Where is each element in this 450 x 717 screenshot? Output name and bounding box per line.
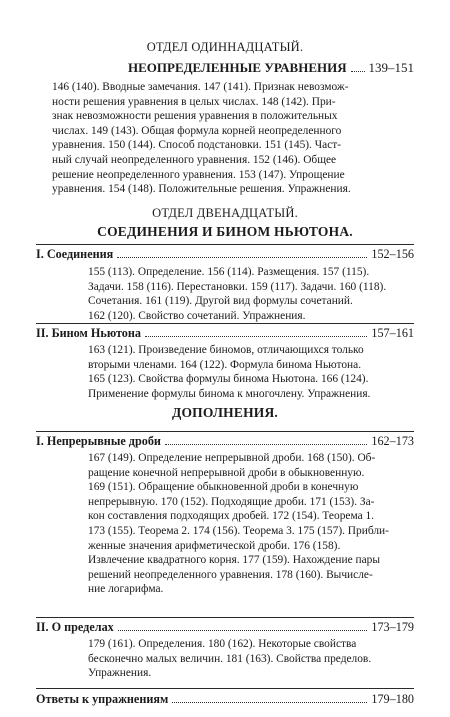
part11-pages: 139–151 <box>368 60 414 75</box>
section-title: I. Непрерывные дроби <box>36 434 161 448</box>
section-title: Ответы к упражнениям <box>36 692 169 706</box>
desc-line: 179 (161). Определения. 180 (162). Некоторые свойства <box>88 638 357 650</box>
leader-dots <box>145 336 367 337</box>
desc-line: Упражнения. <box>88 667 152 680</box>
part12-label: ОТДЕЛ ДВЕНАДЦАТЫЙ. <box>152 206 298 220</box>
desc-line: бесконечно малых величин. 181 (163). Свойства пределов. <box>88 652 372 665</box>
desc-line: 162 (120). Свойство сочетаний. Упражнения. <box>88 309 306 322</box>
section-pages: 152–156 <box>371 247 414 261</box>
desc-line: числах. 149 (143). Общая формула корней неопределенного <box>52 124 342 137</box>
section-combinations-description <box>88 265 418 323</box>
section-title: I. Соединения <box>36 247 114 261</box>
leader-dots <box>165 444 367 445</box>
desc-line: Сочетания. 161 (119). Другой вид формулы сочетаний. <box>88 295 353 308</box>
desc-line: Задачи. 158 (116). Перестановки. 159 (117). Задачи. 160 (118). <box>88 280 387 293</box>
section-rule <box>36 617 414 618</box>
section-rule <box>36 244 414 245</box>
desc-line: 169 (151). Обращение обыкновенной дроби в конечную <box>88 481 359 494</box>
section-rule <box>36 431 414 432</box>
desc-line: 165 (123). Свойства формулы бинома Ньютона. 166 (124). <box>88 373 369 386</box>
section-pages: 157–161 <box>371 326 414 340</box>
section-continued-fractions-description <box>88 451 418 597</box>
desc-line: 155 (113). Определение. 156 (114). Размещения. 157 (115). <box>88 266 370 278</box>
section-rule <box>36 688 414 689</box>
desc-line: 146 (140). Вводные замечания. 147 (141). Признак невозмож- <box>52 81 349 93</box>
desc-line: непрерывную. 170 (152). Подходящие дроби. 171 (153). За- <box>88 495 375 508</box>
section-continued-fractions <box>36 434 414 449</box>
desc-line: 173 (155). Теорема 2. 174 (156). Теорема 3. 175 (157). Прибли- <box>88 524 389 537</box>
section-answers <box>36 692 414 707</box>
desc-line: Извлечение квадратного корня. 177 (159). Нахождение пары <box>88 554 381 567</box>
part11-label: ОТДЕЛ ОДИННАДЦАТЫЙ. <box>146 40 304 54</box>
section-title: II. О пределах <box>36 620 114 634</box>
desc-line: уравнения. 154 (148). Положительные решения. Упражнения. <box>52 183 351 196</box>
leader-dots <box>118 630 368 631</box>
desc-line: Применение формулы бинома к многочлену. Упражнения. <box>88 387 371 400</box>
section-newton-binomial <box>36 326 414 341</box>
desc-line: уравнения. 150 (144). Способ подстановки. 151 (145). Част- <box>52 139 342 152</box>
addenda-title: ДОПОЛНЕНИЯ. <box>171 405 278 420</box>
desc-line: ращение конечной непрерывной дроби в обыкновенную. <box>88 466 365 479</box>
desc-line: решение неопределенного уравнения. 153 (147). Упрощение <box>52 168 345 181</box>
leader-dots <box>351 71 365 72</box>
desc-line: 163 (121). Произведение биномов, отличающихся только <box>88 344 364 356</box>
desc-line: решений неопределенного уравнения. 178 (160). Вычисле- <box>88 568 373 581</box>
desc-line: ности решения уравнения в целых числах. 148 (142). При- <box>52 95 336 108</box>
section-pages: 173–179 <box>371 620 414 634</box>
leader-dots <box>172 702 367 703</box>
section-limits <box>36 620 414 635</box>
desc-line: женные значения арифметической дроби. 176 (158). <box>88 539 341 552</box>
desc-line: кон составления подходящих дробей. 172 (154). Теорема 1. <box>88 510 375 523</box>
desc-line: вторыми членами. 164 (122). Формула бинома Ньютона. <box>88 358 362 371</box>
desc-line: 167 (149). Определение непрерывной дроби. 168 (150). Об- <box>88 452 376 464</box>
desc-line: знак невозможности решения уравнения в положительных <box>52 110 338 123</box>
part11-title: НЕОПРЕДЕЛЕННЫЕ УРАВНЕНИЯ <box>128 60 347 75</box>
part11-title-line <box>128 60 414 76</box>
section-pages: 179–180 <box>371 692 414 706</box>
leader-dots <box>117 257 367 258</box>
section-pages: 162–173 <box>371 434 414 448</box>
part11-description <box>52 80 416 197</box>
section-combinations <box>36 247 414 262</box>
part12-title: СОЕДИНЕНИЯ И БИНОМ НЬЮТОНА. <box>97 224 353 239</box>
desc-line: ный случай неопределенного уравнения. 152 (146). Общее <box>52 153 337 166</box>
section-rule <box>36 323 414 324</box>
section-newton-binomial-description <box>88 343 418 401</box>
desc-line: ние логарифма. <box>88 583 164 596</box>
section-title: II. Бином Ньютона <box>36 326 142 340</box>
section-limits-description <box>88 637 418 681</box>
